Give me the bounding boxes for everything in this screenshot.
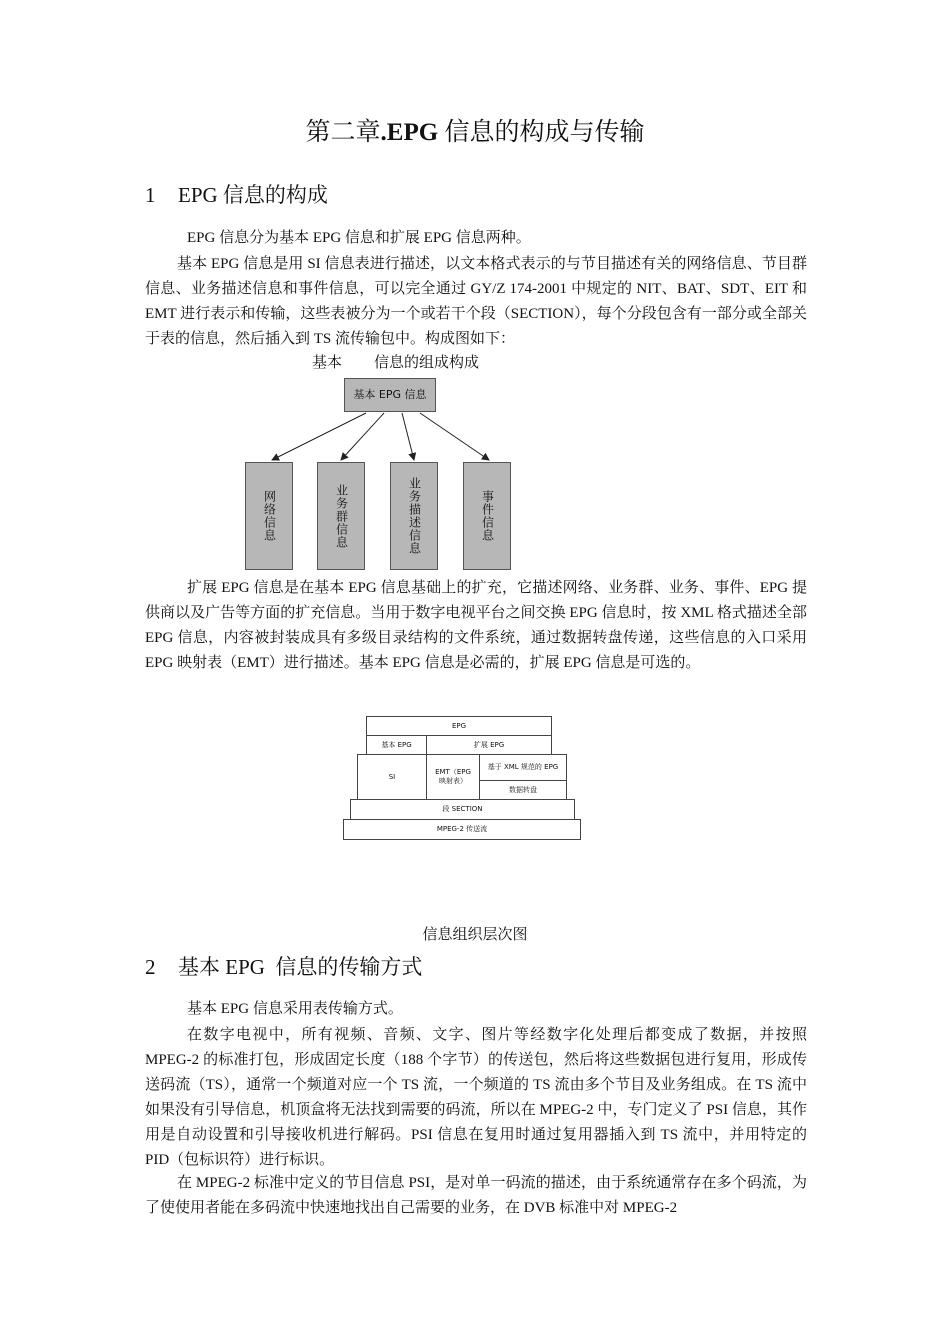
figure-caption: 基本 信息的组成构成 bbox=[312, 355, 480, 371]
paragraph: 扩展 EPG 信息是在基本 EPG 信息基础上的扩充，它描述网络、业务群、业务、事件、EPG 提供商以及广告等方面的扩充信息。当用于数字电视平台之间交换 EPG 信息时，按 XML 格式描述全部 EPG 信息，内容被封装成具有多级目录结构的文件系统，通过数据转盘传递，这些信息的入口采用 EPG 映射表（EMT）进行描述。基本 EPG 信息是必需的，扩展 EPG 信息是可选的。 bbox=[145, 580, 807, 671]
layer-emt: EMT（EPG 映射表） bbox=[426, 754, 480, 800]
layer-section: 段 SECTION bbox=[350, 799, 575, 820]
paragraph: EPG 信息分为基本 EPG 信息和扩展 EPG 信息两种。 bbox=[187, 230, 531, 246]
section-heading: 2 基本 EPG 信息的传输方式 bbox=[145, 955, 423, 979]
figure-caption: 信息组织层次图 bbox=[422, 927, 528, 943]
layer-xml-epg: 基于 XML 规范的 EPG bbox=[479, 754, 567, 781]
layer-data-carousel: 数据转盘 bbox=[479, 780, 567, 800]
diagram-node-network: 网络信息 bbox=[245, 462, 293, 570]
diagram-node-event: 事件信息 bbox=[463, 462, 511, 570]
section-heading: 1 EPG 信息的构成 bbox=[145, 183, 328, 207]
layer-mpeg2-ts: MPEG-2 传送流 bbox=[343, 819, 581, 840]
layer-basic-epg: 基本 EPG bbox=[366, 735, 427, 755]
diagram-root-node: 基本 EPG 信息 bbox=[344, 378, 436, 412]
diagram-node-service: 业务描述信息 bbox=[390, 462, 438, 570]
paragraph: 在 MPEG-2 标准中定义的节目信息 PSI，是对单一码流的描述，由于系统通常存在多个码流，为了使使用者能在多码流中快速地找出自己需要的业务，在 DVB 标准中对 MPEG-2 bbox=[145, 1175, 807, 1216]
paragraph: 基本 EPG 信息是用 SI 信息表进行描述，以文本格式表示的与节目描述有关的网络信息、节目群信息、业务描述信息和事件信息，可以完全通过 GY/Z 174-2001 中规定的 NIT、BAT、SDT、EIT 和 EMT 进行表示和传输，这些表被分为一个或若干个段（SECTION），每个分段包含有一部分或全部关于表的信息，然后插入到 TS 流传输包中。构成图如下： bbox=[145, 256, 807, 347]
diagram-node-bouquet: 业务群信息 bbox=[317, 462, 365, 570]
paragraph: 基本 EPG 信息采用表传输方式。 bbox=[187, 1001, 403, 1017]
layer-epg: EPG bbox=[366, 716, 552, 736]
layer-extended-epg: 扩展 EPG bbox=[426, 735, 552, 755]
layer-si: SI bbox=[357, 754, 427, 800]
page-title: 第二章.EPG 信息的构成与传输 bbox=[305, 119, 645, 146]
paragraph: 在数字电视中，所有视频、音频、文字、图片等经数字化处理后都变成了数据，并按照 MPEG-2 的标准打包，形成固定长度（188 个字节）的传送包，然后将这些数据包进行复用，形成传送码流（TS），通常一个频道对应一个 TS 流，一个频道的 TS 流由多个节目及业务组成。在 TS 流中如果没有引导信息，机顶盒将无法找到需要的码流，所以在 MPEG-2 中，专门定义了 PSI 信息，其作用是自动设置和引导接收机进行解码。PSI 信息在复用时通过复用器插入到 TS 流中，并用特定的 PID（包标识符）进行标识。 bbox=[145, 1027, 807, 1168]
